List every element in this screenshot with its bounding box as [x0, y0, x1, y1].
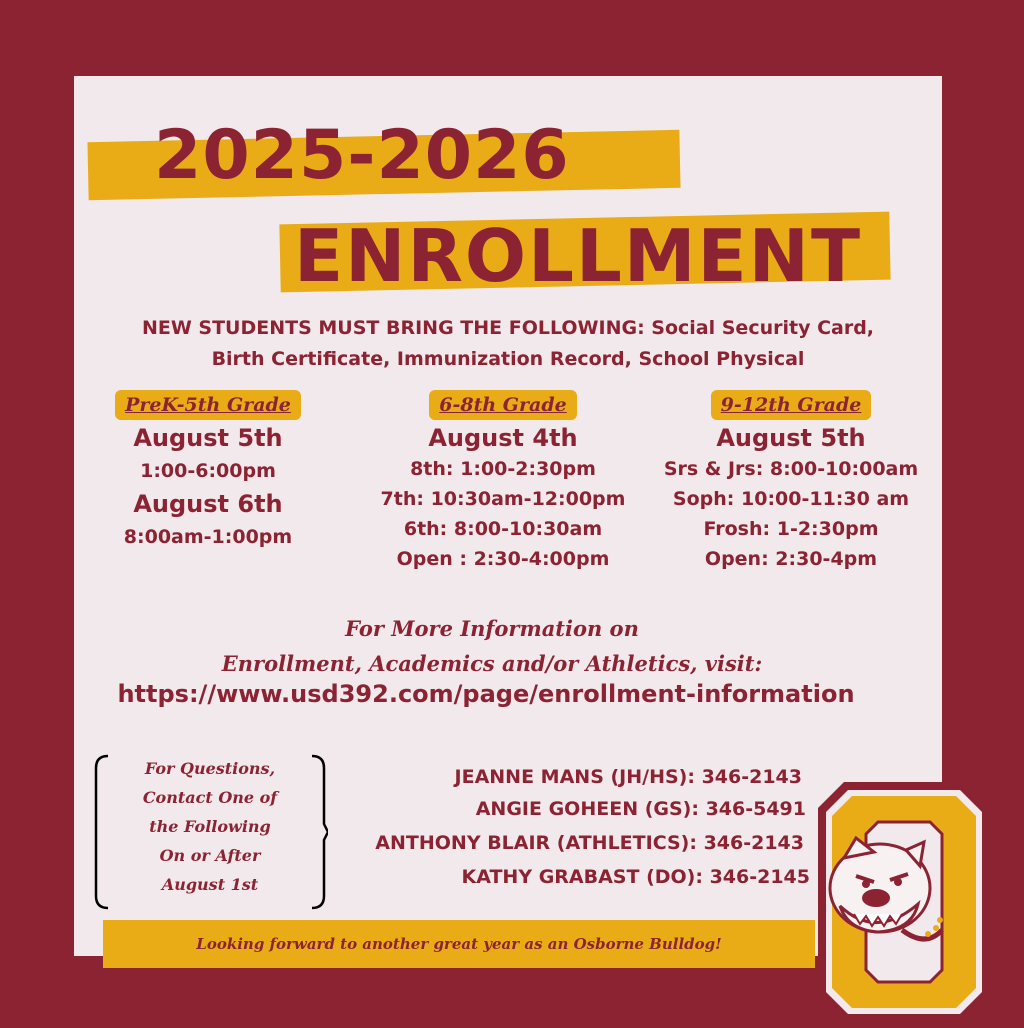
grade-column-6-8	[358, 390, 648, 570]
schedule-date: August 4th	[428, 424, 578, 452]
schedule-time: 7th: 10:30am-12:00pm	[380, 488, 626, 510]
enrollment-title: ENROLLMENT	[294, 214, 863, 298]
grade-label-9-12: 9-12th Grade	[711, 390, 872, 420]
contact-entry: ANGIE GOHEEN (GS): 346-5491	[475, 798, 806, 820]
requirements-line-2: Birth Certificate, Immunization Record, School Physical	[211, 348, 805, 370]
schedule-time: Open: 2:30-4pm	[704, 548, 878, 570]
questions-line: the Following	[149, 817, 271, 836]
logo-o-icon	[816, 780, 992, 1024]
questions-line: August 1st	[161, 875, 259, 894]
questions-text	[106, 754, 314, 899]
contact-entry: ANTHONY BLAIR (ATHLETICS): 346-2143	[375, 832, 804, 854]
schedule-time: Open : 2:30-4:00pm	[396, 548, 610, 570]
info-line-1: For More Information on	[345, 616, 639, 641]
schedule-time: 8:00am-1:00pm	[123, 526, 293, 548]
schedule-time: Srs & Jrs: 8:00-10:00am	[663, 458, 919, 480]
enrollment-info-link[interactable]: https://www.usd392.com/page/enrollment-information	[117, 680, 855, 708]
grade-label-prek-5: PreK-5th Grade	[115, 390, 301, 420]
schedule-time: 1:00-6:00pm	[140, 460, 276, 482]
schedule-time: 8th: 1:00-2:30pm	[410, 458, 596, 480]
year-range-title: 2025-2026	[154, 116, 570, 195]
contact-entry: JEANNE MANS (JH/HS): 346-2143	[454, 766, 802, 788]
schedule-time: Frosh: 1-2:30pm	[703, 518, 879, 540]
grade-column-9-12	[646, 390, 936, 570]
contacts-list	[334, 766, 810, 906]
schedule-date: August 5th	[716, 424, 866, 452]
schedule-time: 6th: 8:00-10:30am	[403, 518, 603, 540]
questions-line: For Questions,	[144, 759, 276, 778]
grade-column-prek-5	[84, 390, 332, 548]
footer-banner	[103, 920, 815, 968]
flyer-card	[74, 76, 942, 956]
schedule-date: August 5th	[133, 424, 283, 452]
schedule-date: August 6th	[133, 490, 283, 518]
grade-label-6-8: 6-8th Grade	[429, 390, 576, 420]
requirements-line-1: NEW STUDENTS MUST BRING THE FOLLOWING: Social Security Card,	[141, 317, 875, 339]
info-line-2: Enrollment, Academics and/or Athletics, visit:	[221, 651, 763, 676]
bulldog-mascot-logo	[816, 780, 992, 1026]
questions-line: On or After	[159, 846, 261, 865]
contact-entry: KATHY GRABAST (DO): 346-2145	[461, 866, 810, 888]
questions-bracket	[92, 754, 328, 910]
footer-message: Looking forward to another great year as an Osborne Bulldog!	[196, 935, 722, 953]
questions-line: Contact One of	[142, 788, 278, 807]
schedule-time: Soph: 10:00-11:30 am	[672, 488, 910, 510]
